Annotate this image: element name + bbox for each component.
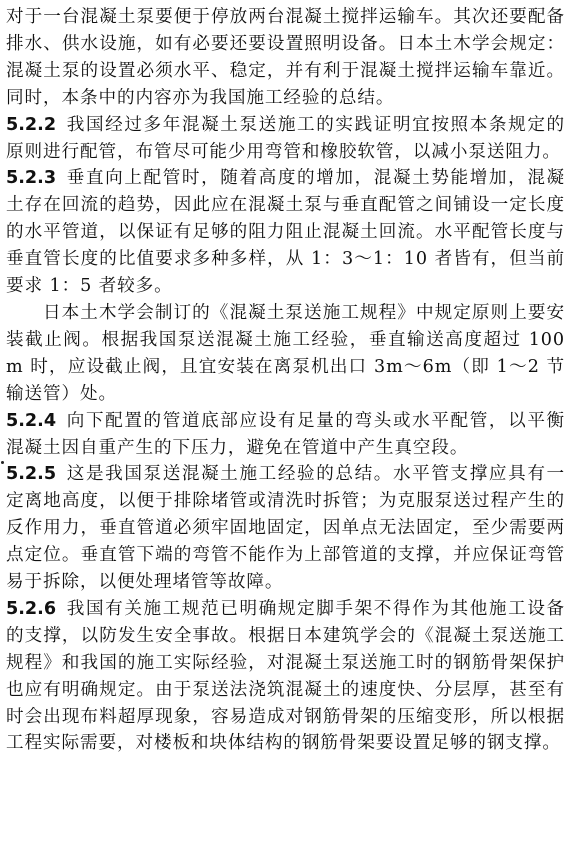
clause-5-2-5 bbox=[6, 461, 565, 596]
clause-text: 我国有关施工规范已明确规定脚手架不得作为其他施工设备的支撑，以防发生安全事故。根据日本建筑学会的《混凝土泵送施工规程》和我国的施工实际经验，对混凝土泵送施工时的钢筋骨架保护也应有明确规定。由于泵送法浇筑混凝土的速度快、分层厚，甚至有时会出现布料超厚现象，容易造成对钢筋骨架的压缩变形，所以根据工程实际需要，对楼板和块体结构的钢筋骨架要设置足够的钢支撑。 bbox=[6, 598, 565, 754]
clause-number: 5.2.4 bbox=[6, 410, 57, 431]
clause-text: 我国经过多年混凝土泵送施工的实践证明宜按照本条规定的原则进行配管，布管尽可能少用弯管和橡胶软管，以减小泵送阻力。 bbox=[6, 114, 565, 162]
clause-text: 垂直向上配管时，随着高度的增加，混凝土势能增加，混凝土存在回流的趋势，因此应在混凝土泵与垂直配管之间铺设一定长度的水平管道，以保证有足够的阻力阻止混凝土回流。水平配管长度与垂直管长度的比值要求多种多样，从 1：3～1：10 者皆有，但当前要求 1：5 者较多。 bbox=[6, 168, 565, 297]
clause-number: 5.2.6 bbox=[6, 598, 57, 619]
clause-number: 5.2.2 bbox=[6, 114, 57, 135]
scan-speck bbox=[1, 461, 4, 464]
clause-text: 向下配置的管道底部应设有足量的弯头或水平配管，以平衡混凝土因自重产生的下压力，避免在管道中产生真空段。 bbox=[6, 410, 565, 458]
clause-5-2-4 bbox=[6, 408, 565, 462]
clause-number: 5.2.3 bbox=[6, 168, 57, 189]
paragraph-text: 对于一台混凝土泵要便于停放两台混凝土搅拌运输车。其次还要配备排水、供水设施，如有必要还要设置照明设备。日本土木学会规定：混凝土泵的设置必须水平、稳定，并有利于混凝土搅拌运输车靠近。同时，本条中的内容亦为我国施工经验的总结。 bbox=[6, 7, 565, 108]
clause-number: 5.2.5 bbox=[6, 464, 57, 485]
clause-5-2-2 bbox=[6, 112, 565, 166]
clause-text: 这是我国泵送混凝土施工经验的总结。水平管支撑应具有一定离地高度，以便于排除堵管或清洗时拆管；为克服泵送过程产生的反作用力，垂直管道必须牢固地固定，因单点无法固定，至少需要两点定位。垂直管下端的弯管不能作为上部管道的支撑，并应保证弯管易于拆除，以便处理堵管等故障。 bbox=[6, 464, 565, 593]
paragraph-text: 日本土木学会制订的《混凝土泵送施工规程》中规定原则上要安装截止阀。根据我国泵送混凝土施工经验，垂直输送高度超过 100m 时，应设截止阀，且宜安装在离泵机出口 3m～6m（即 1～2 节输送管）处。 bbox=[6, 302, 565, 404]
clause-5-2-3 bbox=[6, 165, 565, 300]
clause-5-2-3-continuation bbox=[6, 300, 565, 408]
clause-5-2-6 bbox=[6, 596, 565, 757]
paragraph-intro bbox=[6, 4, 565, 112]
